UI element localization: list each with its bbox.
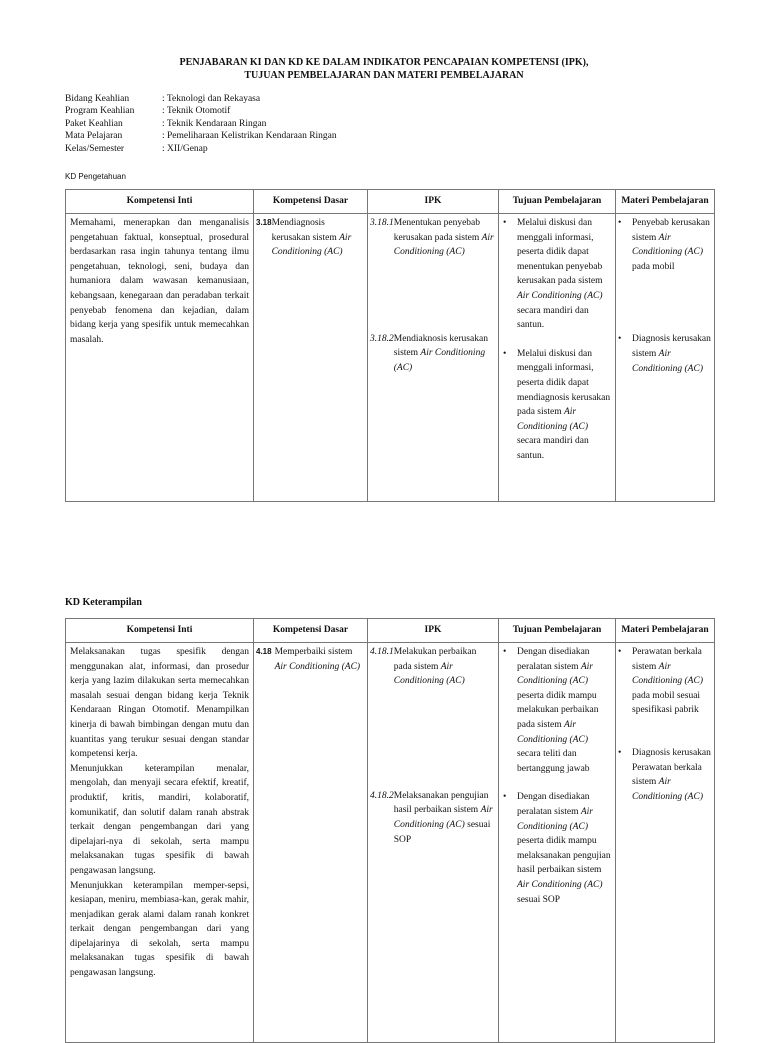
ki-cell: Memahami, menerapkan dan menganalisis pengetahuan faktual, konseptual, prosedural berdasarkan rasa ingin tahunya tentang ilmu pengetahuan, teknologi, seni, budaya dan humaniora dalam wawasan kemanusiaan, kebangsaan, kenegaraan dan peradaban terkait penyebab fenomena dan kejadian, dalam bidang kerja yang spesifik untuk memecahkan masalah.: [66, 214, 254, 502]
table-row: [66, 643, 715, 1043]
tp-text-italic: Air Conditioning (AC): [517, 661, 593, 687]
table-keterampilan: [65, 618, 715, 1043]
kd-cell: [254, 643, 368, 1043]
meta-value: : Teknik Otomotif: [162, 106, 231, 117]
mp-text-italic: Air Conditioning (AC): [632, 232, 703, 258]
meta-value: : Pemeliharaan Kelistrikan Kendaraan Ringan: [162, 131, 337, 142]
header-mp: Materi Pembelajaran: [616, 190, 715, 214]
tp-text-italic: Air Conditioning (AC): [517, 806, 593, 832]
tp-text: secara mandiri dan santun.: [517, 305, 589, 331]
header-kd: Kompetensi Dasar: [254, 619, 368, 643]
tp-text: secara mandiri dan santun.: [517, 436, 589, 461]
bullet-icon: •: [618, 218, 622, 228]
kd-text: Mendiagnosis kerusakan sistem: [271, 218, 337, 243]
mp-text: pada mobil: [632, 261, 675, 272]
bullet-icon: •: [503, 348, 507, 359]
section-title-keterampilan: KD Keterampilan: [65, 597, 142, 608]
bullet-icon: •: [503, 792, 507, 803]
header-ipk: IPK: [368, 190, 499, 214]
mp-text: Diagnosis kerusakan sistem: [632, 334, 711, 359]
tp-text: Melalui diskusi dan menggali informasi, peserta didik dapat menentukan penyebab kerusakan pada sistem: [517, 218, 603, 287]
kd-cell: [254, 214, 368, 502]
tp-text: Dengan disediakan peralatan sistem: [517, 647, 590, 672]
tp-text-italic: Air Conditioning (AC): [517, 719, 588, 745]
mp-text-italic: Air Conditioning (AC): [632, 777, 703, 802]
ipk-text-italic: Air Conditioning (AC): [393, 661, 465, 687]
table-row: [66, 214, 715, 502]
bullet-icon: •: [618, 334, 622, 345]
ipk-text-italic: Air Conditioning (AC): [393, 232, 494, 258]
tp-text-italic: Air Conditioning (AC): [517, 290, 603, 301]
ipk-cell: [368, 214, 499, 502]
meta-row: [65, 93, 337, 105]
list-item: [616, 332, 714, 376]
meta-label: Mata Pelajaran: [65, 131, 123, 142]
ipk-number: 4.18.2: [370, 790, 394, 801]
mp-text: pada mobil sesuai spesifikasi pabrik: [632, 690, 701, 716]
list-item: [616, 645, 714, 718]
ipk-text-italic: Air Conditioning (AC): [393, 348, 486, 373]
meta-block: [65, 93, 337, 155]
header-ki: Kompetensi Inti: [66, 619, 254, 643]
document-title: [0, 56, 768, 82]
tp-text: peserta didik mampu melaksanakan pengujian hasil perbaikan sistem: [517, 836, 611, 876]
list-item: [499, 347, 615, 464]
tp-text: Dengan disediakan peralatan sistem: [517, 792, 590, 817]
header-kd: Kompetensi Dasar: [254, 190, 368, 214]
ipk-text: Melakukan perbaikan pada sistem: [393, 647, 477, 672]
ki-paragraph: Melaksanakan tugas spesifik dengan menggunakan alat, informasi, dan prosedur kerja yang lazim dilakukan serta memecahkan masalah sesuai dengan bidang kerja Teknik Kendaraan Ringan Otomotif. Menampilkan kinerja di bawah bimbingan dengan mutu dan kuantitas yang terukur sesuai dengan standar kompetensi kerja.: [70, 647, 249, 760]
bullet-icon: •: [503, 647, 507, 657]
title-line-1: PENJABARAN KI DAN KD KE DALAM INDIKATOR PENCAPAIAN KOMPETENSI (IPK),: [179, 57, 589, 68]
meta-label: Bidang Keahlian: [65, 94, 130, 104]
bullet-icon: •: [503, 218, 507, 228]
tp-text: sesuai SOP: [517, 894, 561, 905]
header-tp: Tujuan Pembelajaran: [499, 619, 616, 643]
mp-text: Penyebab kerusakan sistem: [632, 218, 710, 243]
kd-text-italic: Air Conditioning (AC): [274, 661, 361, 672]
tp-text-italic: Air Conditioning (AC): [517, 407, 588, 432]
table-pengetahuan: [65, 189, 715, 502]
header-ki: Kompetensi Inti: [66, 190, 254, 214]
table-header: [66, 619, 715, 643]
list-item: [616, 216, 714, 274]
header-tp: Tujuan Pembelajaran: [499, 190, 616, 214]
header-ipk: IPK: [368, 619, 499, 643]
meta-label: Paket Keahlian: [65, 118, 123, 129]
tp-text: Melalui diskusi dan menggali informasi, peserta didik dapat mendiagnosis kerusakan pada sistem: [517, 348, 611, 418]
mp-text-italic: Air Conditioning (AC): [632, 661, 703, 687]
list-item: [499, 645, 615, 776]
kd-text-italic: Air Conditioning (AC): [271, 232, 352, 258]
tp-text: secara teliti dan bertanggung jawab: [517, 749, 590, 774]
bullet-icon: •: [618, 647, 622, 657]
bullet-icon: •: [618, 747, 622, 758]
meta-value: : Teknik Kendaraan Ringan: [162, 118, 267, 129]
meta-row: [65, 105, 337, 117]
meta-value: : XII/Genap: [162, 143, 208, 154]
ipk-text-italic: Air Conditioning (AC): [393, 805, 493, 830]
title-line-2: TUJUAN PEMBELAJARAN DAN MATERI PEMBELAJARAN: [244, 70, 524, 81]
kd-text: Memperbaiki sistem: [274, 647, 353, 657]
kd-number: 4.18: [256, 647, 272, 656]
ipk-text: Mendiaknosis kerusakan sistem: [393, 333, 488, 359]
list-item: [616, 746, 714, 804]
mp-text-italic: Air Conditioning (AC): [632, 348, 703, 374]
section-title-pengetahuan: KD Pengetahuan: [65, 172, 126, 181]
list-item: [499, 790, 615, 907]
mp-cell: [616, 643, 715, 1043]
header-mp: Materi Pembelajaran: [616, 619, 715, 643]
tp-text: peserta didik mampu melakukan perbaikan pada sistem: [517, 690, 599, 730]
meta-label: Program Keahlian: [65, 106, 135, 117]
mp-cell: [616, 214, 715, 502]
meta-row: [65, 130, 337, 142]
ki-paragraph: Menunjukkan keterampilan memper-sepsi, kesiapan, meniru, membiasa-kan, gerak mahir, menjadikan gerak alami dalam ranah konkret terkait dengan pengembangan dari yang dipelajarinya di sekolah, serta mampu melaksanakan tugas spesifik di bawah pengawasan langsung.: [70, 880, 249, 979]
ipk-text: sesuai SOP: [393, 819, 491, 845]
table-header: [66, 190, 715, 214]
ipk-cell: [368, 643, 499, 1043]
ipk-number: 3.18.1: [370, 218, 394, 228]
list-item: [499, 216, 615, 333]
ki-paragraph: Menunjukkan keterampilan menalar, mengolah, dan menyaji secara efektif, kreatif, produktif, kritis, mandiri, kolaboratif, komunikatif, dan solutif dalam ranah abstrak terkait dengan pengembangan dari yang dipelajari-nya di sekolah, serta mampu melaksanakan tugas spesifik di bawah pengawasan langsung.: [70, 763, 249, 876]
ipk-text: Menentukan penyebab kerusakan pada sistem: [393, 218, 481, 243]
tp-cell: [499, 214, 616, 502]
meta-label: Kelas/Semester: [65, 143, 125, 154]
tp-text-italic: Air Conditioning (AC): [517, 879, 603, 890]
ipk-number: 3.18.2: [370, 333, 394, 344]
mp-text: Diagnosis kerusakan Perawatan berkala sistem: [632, 747, 711, 788]
ipk-text: Melaksanakan pengujian hasil perbaikan sistem: [393, 790, 489, 816]
ipk-number: 4.18.1: [370, 647, 394, 657]
meta-value: : Teknologi dan Rekayasa: [162, 94, 261, 104]
tp-cell: [499, 643, 616, 1043]
meta-row: [65, 143, 337, 155]
mp-text: Perawatan berkala sistem: [632, 647, 702, 672]
kd-number: 3.18: [256, 218, 272, 227]
ki-cell: [66, 643, 254, 1043]
meta-row: [65, 118, 337, 130]
